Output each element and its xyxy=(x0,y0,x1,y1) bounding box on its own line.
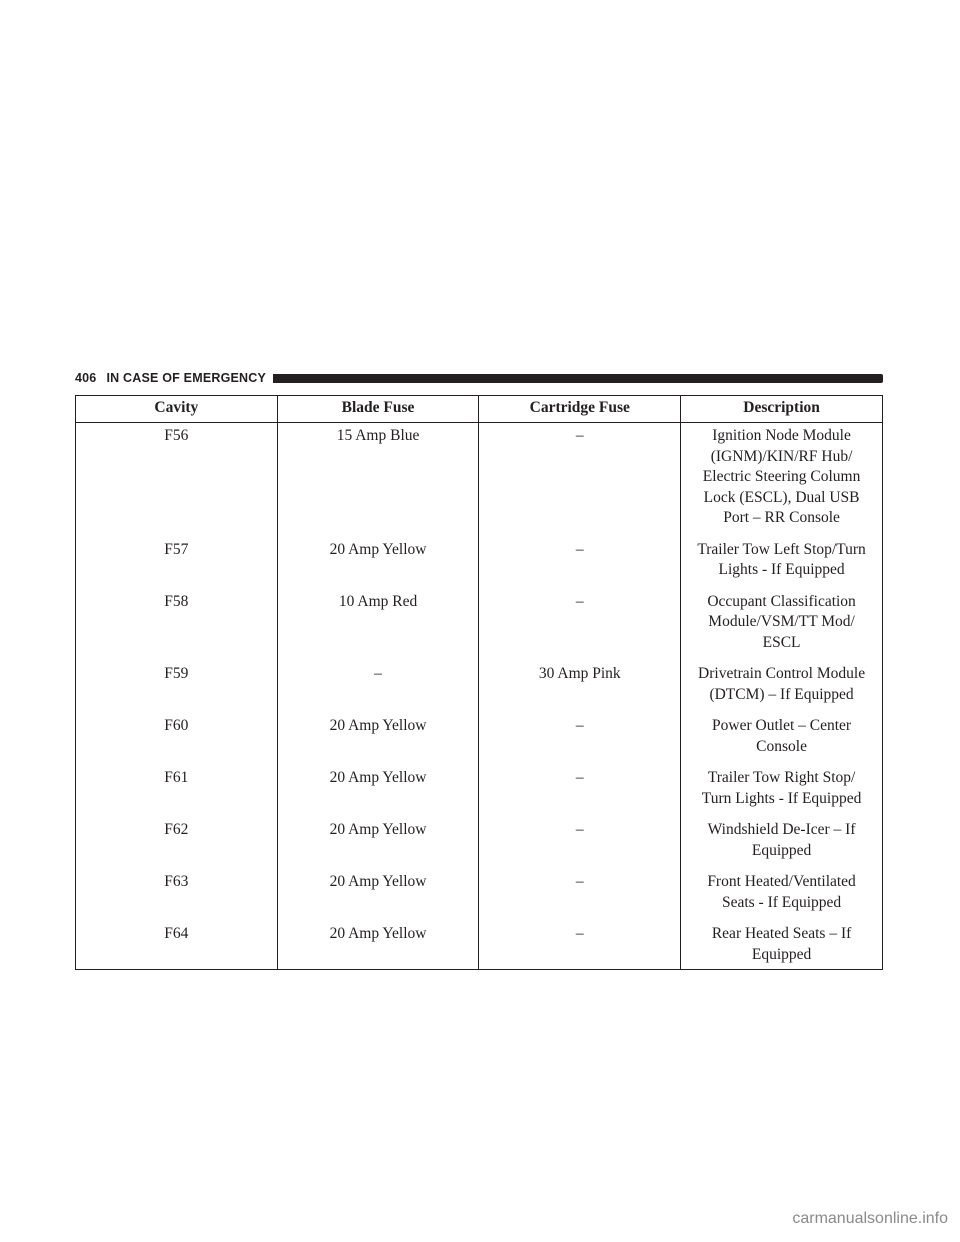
cell-blade-fuse: 20 Amp Yellow xyxy=(277,537,479,589)
cell-description xyxy=(681,817,883,869)
description-line: Console xyxy=(756,737,807,755)
page-header xyxy=(75,370,883,386)
table-row xyxy=(76,921,883,970)
column-header-cartridge-fuse: Cartridge Fuse xyxy=(479,396,681,423)
table-row xyxy=(76,589,883,662)
cell-cavity: F61 xyxy=(76,765,278,817)
table-row xyxy=(76,817,883,869)
cell-description xyxy=(681,589,883,662)
description-line: Electric Steering Column xyxy=(702,468,861,485)
page-number: 406 xyxy=(75,371,97,385)
description-line: Trailer Tow Left Stop/Turn xyxy=(697,540,866,558)
cell-description xyxy=(681,661,883,713)
description-line: ESCL xyxy=(762,633,801,651)
description-line: Drivetrain Control Module xyxy=(698,665,866,682)
cell-cartridge-fuse: – xyxy=(479,537,681,589)
column-header-description: Description xyxy=(681,396,883,423)
cell-description xyxy=(681,713,883,765)
header-rule xyxy=(273,374,883,383)
cell-description xyxy=(681,869,883,921)
description-line: Occupant Classification xyxy=(707,592,856,610)
cell-cartridge-fuse: – xyxy=(479,713,681,765)
column-header-cavity: Cavity xyxy=(76,396,278,423)
cell-blade-fuse: 15 Amp Blue xyxy=(277,423,479,537)
cell-blade-fuse: 20 Amp Yellow xyxy=(277,713,479,765)
cell-cavity: F59 xyxy=(76,661,278,713)
table-row xyxy=(76,869,883,921)
description-line: Ignition Node Module xyxy=(712,427,851,444)
table-row xyxy=(76,765,883,817)
cell-cartridge-fuse: – xyxy=(479,423,681,537)
cell-description xyxy=(681,423,883,537)
description-line: (DTCM) – If Equipped xyxy=(709,685,854,703)
description-line: Front Heated/Ventilated xyxy=(707,873,856,890)
cell-blade-fuse: 20 Amp Yellow xyxy=(277,869,479,921)
description-line: (IGNM)/KIN/RF Hub/ xyxy=(710,447,853,465)
description-line: Trailer Tow Right Stop/ xyxy=(707,769,856,786)
cell-blade-fuse: 20 Amp Yellow xyxy=(277,817,479,869)
cell-description xyxy=(681,765,883,817)
cell-cartridge-fuse: 30 Amp Pink xyxy=(479,661,681,713)
cell-cartridge-fuse: – xyxy=(479,589,681,662)
description-line: Equipped xyxy=(751,841,812,859)
cell-cartridge-fuse: – xyxy=(479,817,681,869)
section-title: IN CASE OF EMERGENCY xyxy=(106,371,267,385)
column-header-blade-fuse: Blade Fuse xyxy=(277,396,479,423)
cell-cavity: F60 xyxy=(76,713,278,765)
cell-blade-fuse: 20 Amp Yellow xyxy=(277,765,479,817)
cell-cavity: F62 xyxy=(76,817,278,869)
description-line: Power Outlet – Center xyxy=(712,717,852,734)
cell-description xyxy=(681,537,883,589)
cell-cartridge-fuse: – xyxy=(479,765,681,817)
fuse-table xyxy=(75,395,883,970)
description-line: Module/VSM/TT Mod/ xyxy=(708,613,855,630)
description-line: Equipped xyxy=(751,945,812,963)
cell-blade-fuse: 20 Amp Yellow xyxy=(277,921,479,970)
cell-description xyxy=(681,921,883,970)
cell-cavity: F63 xyxy=(76,869,278,921)
description-line: Rear Heated Seats – If xyxy=(711,925,852,942)
description-line: Lock (ESCL), Dual USB xyxy=(703,488,860,506)
table-header-row xyxy=(76,396,883,423)
cell-cavity: F57 xyxy=(76,537,278,589)
description-line: Port – RR Console xyxy=(723,509,840,526)
cell-cavity: F56 xyxy=(76,423,278,537)
description-line: Windshield De-Icer – If xyxy=(707,821,856,838)
description-line: Lights - If Equipped xyxy=(718,561,845,578)
cell-cartridge-fuse: – xyxy=(479,921,681,970)
cell-cavity: F58 xyxy=(76,589,278,662)
description-line: Seats - If Equipped xyxy=(721,893,842,911)
table-body xyxy=(76,423,883,970)
cell-blade-fuse: – xyxy=(277,661,479,713)
cell-cartridge-fuse: – xyxy=(479,869,681,921)
table-row xyxy=(76,423,883,537)
footer-watermark: carmanualsonline.info xyxy=(792,1210,948,1227)
table-row xyxy=(76,537,883,589)
table-row xyxy=(76,713,883,765)
cell-cavity: F64 xyxy=(76,921,278,970)
table-row xyxy=(76,661,883,713)
description-line: Turn Lights - If Equipped xyxy=(701,789,862,807)
cell-blade-fuse: 10 Amp Red xyxy=(277,589,479,662)
